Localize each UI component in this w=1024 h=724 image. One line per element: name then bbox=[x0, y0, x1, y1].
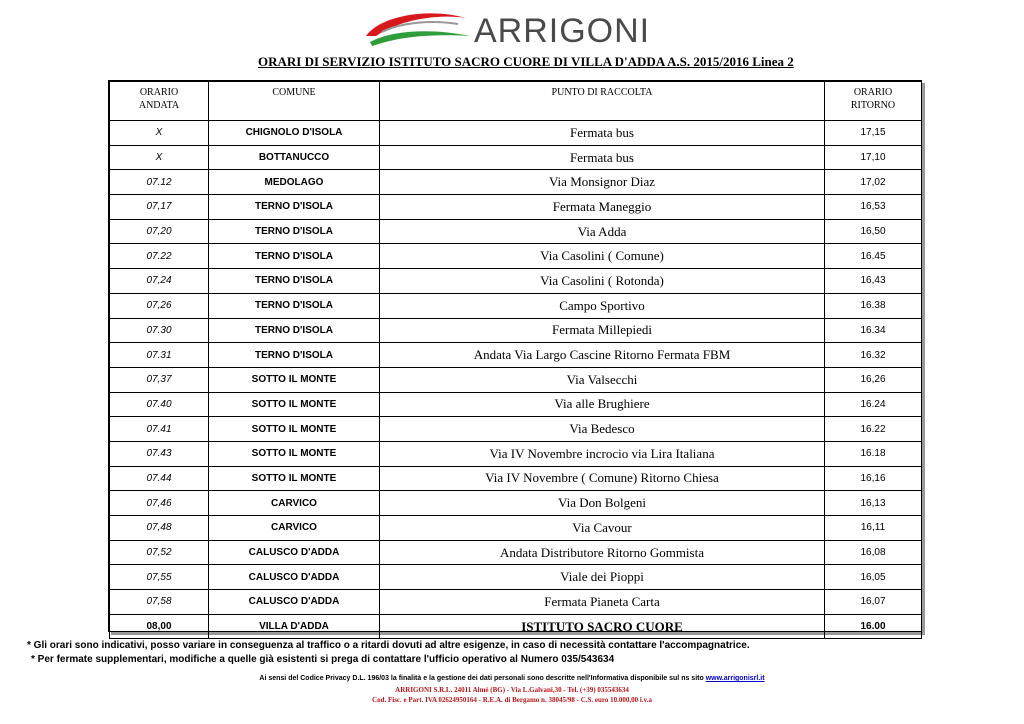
punto-cell: Viale dei Pioppi bbox=[380, 565, 825, 590]
punto-cell: Via alle Brughiere bbox=[380, 392, 825, 417]
comune-cell: TERNO D'ISOLA bbox=[209, 244, 380, 269]
ritorno-cell: 16,16 bbox=[825, 466, 922, 491]
table-row bbox=[110, 466, 922, 491]
punto-cell: Fermata Pianeta Carta bbox=[380, 590, 825, 615]
comune-cell: BOTTANUCCO bbox=[209, 145, 380, 170]
logo-text: ARRIGONI bbox=[474, 12, 651, 50]
punto-cell: Via Bedesco bbox=[380, 417, 825, 442]
comune-cell: TERNO D'ISOLA bbox=[209, 219, 380, 244]
table-row bbox=[110, 244, 922, 269]
ritorno-cell: 16.32 bbox=[825, 343, 922, 368]
punto-cell: Fermata Maneggio bbox=[380, 195, 825, 220]
website-link[interactable]: www.arrigonisrl.it bbox=[705, 675, 765, 682]
andata-cell: 07,37 bbox=[110, 367, 209, 392]
ritorno-cell: 16,43 bbox=[825, 269, 922, 294]
ritorno-cell: 16,50 bbox=[825, 219, 922, 244]
andata-cell: 07.22 bbox=[110, 244, 209, 269]
comune-cell: SOTTO IL MONTE bbox=[209, 392, 380, 417]
andata-cell: X bbox=[110, 145, 209, 170]
schedule-table-frame bbox=[108, 80, 922, 632]
comune-cell: TERNO D'ISOLA bbox=[209, 343, 380, 368]
comune-cell: SOTTO IL MONTE bbox=[209, 367, 380, 392]
table-row bbox=[110, 170, 922, 195]
andata-cell: 07.43 bbox=[110, 441, 209, 466]
punto-cell: Via Cavour bbox=[380, 516, 825, 541]
punto-cell: ISTITUTO SACRO CUORE bbox=[380, 614, 825, 639]
schedule-table bbox=[109, 81, 922, 639]
andata-cell: 07.12 bbox=[110, 170, 209, 195]
table-row bbox=[110, 441, 922, 466]
andata-cell: 07.41 bbox=[110, 417, 209, 442]
ritorno-cell: 16,08 bbox=[825, 540, 922, 565]
comune-cell: CALUSCO D'ADDA bbox=[209, 565, 380, 590]
ritorno-cell: 16,26 bbox=[825, 367, 922, 392]
andata-cell: X bbox=[110, 121, 209, 146]
ritorno-cell: 16.34 bbox=[825, 318, 922, 343]
company-logo bbox=[362, 6, 662, 52]
andata-cell: 07.44 bbox=[110, 466, 209, 491]
ritorno-cell: 17,10 bbox=[825, 145, 922, 170]
comune-cell: MEDOLAGO bbox=[209, 170, 380, 195]
note-1: * Gli orari sono indicativi, posso variare in conseguenza al traffico o a ritardi dovuti ad altre esigenze, in caso di necessità contattare l'accompagnatrice. bbox=[27, 640, 750, 651]
table-row bbox=[110, 565, 922, 590]
andata-cell: 07,24 bbox=[110, 269, 209, 294]
andata-cell: 07.30 bbox=[110, 318, 209, 343]
ritorno-cell: 16,13 bbox=[825, 491, 922, 516]
table-row bbox=[110, 367, 922, 392]
table-row bbox=[110, 343, 922, 368]
comune-cell: TERNO D'ISOLA bbox=[209, 293, 380, 318]
punto-cell: Via Casolini ( Rotonda) bbox=[380, 269, 825, 294]
punto-cell: Via Valsecchi bbox=[380, 367, 825, 392]
header-comune: COMUNE bbox=[209, 82, 380, 121]
ritorno-cell: 17,02 bbox=[825, 170, 922, 195]
punto-cell: Via IV Novembre incrocio via Lira Italiana bbox=[380, 441, 825, 466]
table-row bbox=[110, 417, 922, 442]
andata-cell: 07,48 bbox=[110, 516, 209, 541]
andata-cell: 07,55 bbox=[110, 565, 209, 590]
andata-cell: 07.31 bbox=[110, 343, 209, 368]
punto-cell: Via Adda bbox=[380, 219, 825, 244]
punto-cell: Via Don Bolgeni bbox=[380, 491, 825, 516]
comune-cell: SOTTO IL MONTE bbox=[209, 417, 380, 442]
ritorno-cell: 16.00 bbox=[825, 614, 922, 639]
comune-cell: CARVICO bbox=[209, 491, 380, 516]
table-row bbox=[110, 516, 922, 541]
table-row bbox=[110, 121, 922, 146]
fiscal-footer: Cod. Fisc. e Part. IVA 02624950164 - R.E.A. di Bergamo n. 38045/98 - C.S. euro 10.000,00 i.v.a bbox=[372, 696, 652, 704]
table-row bbox=[110, 392, 922, 417]
table-row bbox=[110, 293, 922, 318]
table-row bbox=[110, 540, 922, 565]
andata-cell: 07,58 bbox=[110, 590, 209, 615]
punto-cell: Andata Via Largo Cascine Ritorno Fermata FBM bbox=[380, 343, 825, 368]
table-row bbox=[110, 318, 922, 343]
ritorno-cell: 17,15 bbox=[825, 121, 922, 146]
table-row bbox=[110, 269, 922, 294]
header-punto: PUNTO DI RACCOLTA bbox=[380, 82, 825, 121]
ritorno-cell: 16,11 bbox=[825, 516, 922, 541]
ritorno-cell: 16.22 bbox=[825, 417, 922, 442]
header-ritorno: ORARIO RITORNO bbox=[825, 82, 922, 121]
punto-cell: Via Casolini ( Comune) bbox=[380, 244, 825, 269]
table-row bbox=[110, 614, 922, 639]
andata-cell: 07.40 bbox=[110, 392, 209, 417]
comune-cell: TERNO D'ISOLA bbox=[209, 318, 380, 343]
comune-cell: VILLA D'ADDA bbox=[209, 614, 380, 639]
note-2: * Per fermate supplementari, modifiche a quelle già esistenti si prega di contattare l'ufficio operativo al Numero 035/543634 bbox=[31, 654, 615, 665]
privacy-footer bbox=[0, 675, 1024, 682]
punto-cell: Fermata bus bbox=[380, 145, 825, 170]
punto-cell: Andata Distributore Ritorno Gommista bbox=[380, 540, 825, 565]
andata-cell: 07,17 bbox=[110, 195, 209, 220]
ritorno-cell: 16,53 bbox=[825, 195, 922, 220]
table-row bbox=[110, 491, 922, 516]
comune-cell: CALUSCO D'ADDA bbox=[209, 540, 380, 565]
comune-cell: TERNO D'ISOLA bbox=[209, 269, 380, 294]
comune-cell: SOTTO IL MONTE bbox=[209, 441, 380, 466]
ritorno-cell: 16.38 bbox=[825, 293, 922, 318]
header-andata: ORARIO ANDATA bbox=[110, 82, 209, 121]
andata-cell: 07,52 bbox=[110, 540, 209, 565]
table-row bbox=[110, 590, 922, 615]
comune-cell: TERNO D'ISOLA bbox=[209, 195, 380, 220]
page-title: ORARI DI SERVIZIO ISTITUTO SACRO CUORE DI VILLA D'ADDA A.S. 2015/2016 Linea 2 bbox=[258, 54, 794, 69]
comune-cell: SOTTO IL MONTE bbox=[209, 466, 380, 491]
andata-cell: 08,00 bbox=[110, 614, 209, 639]
punto-cell: Campo Sportivo bbox=[380, 293, 825, 318]
comune-cell: CARVICO bbox=[209, 516, 380, 541]
punto-cell: Via IV Novembre ( Comune) Ritorno Chiesa bbox=[380, 466, 825, 491]
privacy-text: Ai sensi del Codice Privacy D.L. 196/03 la finalità e la gestione dei dati personali sono descritte nell'Informativa disponibile sul ns sito bbox=[259, 675, 706, 682]
table-row bbox=[110, 145, 922, 170]
punto-cell: Fermata bus bbox=[380, 121, 825, 146]
ritorno-cell: 16.45 bbox=[825, 244, 922, 269]
table-row bbox=[110, 219, 922, 244]
comune-cell: CHIGNOLO D'ISOLA bbox=[209, 121, 380, 146]
andata-cell: 07,46 bbox=[110, 491, 209, 516]
table-row bbox=[110, 195, 922, 220]
andata-cell: 07,20 bbox=[110, 219, 209, 244]
punto-cell: Fermata Millepiedi bbox=[380, 318, 825, 343]
punto-cell: Via Monsignor Diaz bbox=[380, 170, 825, 195]
bus-swoosh-icon bbox=[362, 6, 474, 52]
table-header-row bbox=[110, 82, 922, 121]
ritorno-cell: 16,05 bbox=[825, 565, 922, 590]
ritorno-cell: 16.18 bbox=[825, 441, 922, 466]
andata-cell: 07,26 bbox=[110, 293, 209, 318]
ritorno-cell: 16,07 bbox=[825, 590, 922, 615]
comune-cell: CALUSCO D'ADDA bbox=[209, 590, 380, 615]
company-footer: ARRIGONI S.R.L. 24011 Almè (BG) - Via L.Galvani,30 - Tel. (+39) 035543634 bbox=[395, 686, 629, 694]
ritorno-cell: 16.24 bbox=[825, 392, 922, 417]
